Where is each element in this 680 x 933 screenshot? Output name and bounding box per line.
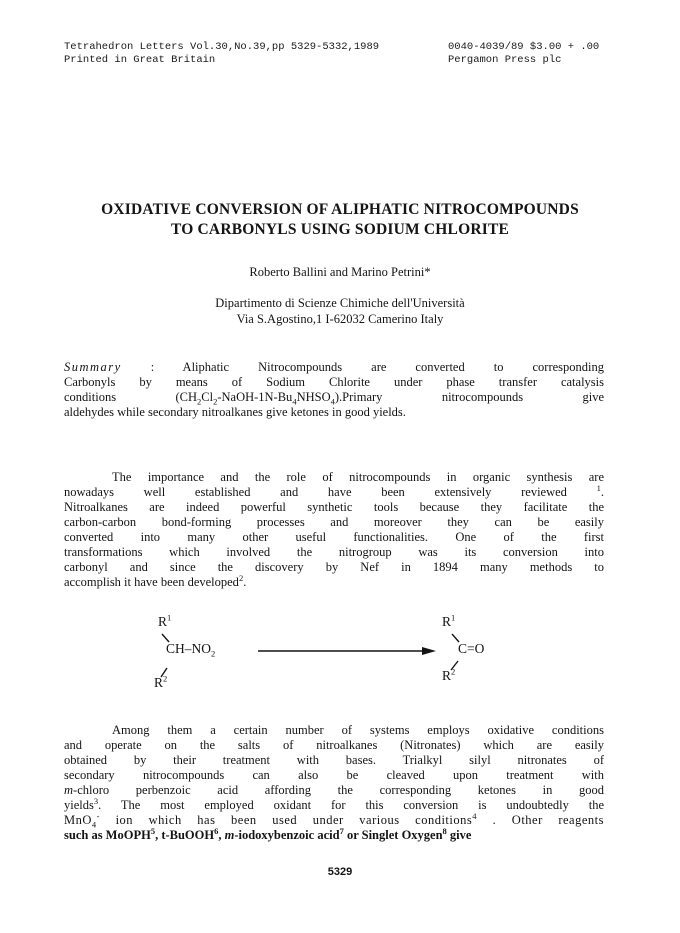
page-number: 5329 <box>327 866 353 878</box>
reference-marker: 4 <box>472 810 477 821</box>
reference-marker: 3 <box>93 795 99 806</box>
methods-paragraph <box>64 723 604 843</box>
summary-line: Carbonyls by means of Sodium Chlorite under phase transfer catalysis <box>64 375 604 389</box>
body-text: nowadays well established and have been extensively reviewed <box>64 485 567 499</box>
body-line: accomplish it have been developed$^2$. <box>64 572 247 589</box>
issn-price: 0040-4039/89 $3.00 + .00 <box>448 41 600 53</box>
summary-line: aldehydes while secondary nitroalkanes give ketones in good yields. <box>64 405 406 419</box>
reference-marker: 8 <box>442 825 447 836</box>
formula-part: -NaOH-1N-Bu <box>217 390 293 404</box>
body-text: , t-BuOOH <box>155 828 215 842</box>
body-text: -iodoxybenzoic acid <box>234 828 340 842</box>
body-line: obtained by their treatment with bases. Trialkyl silyl nitronates of <box>64 753 604 767</box>
affiliation-line-1: Dipartimento di Scienze Chimiche dell'Università <box>215 296 465 310</box>
substituent-r2-right <box>442 668 455 684</box>
atom-label: R <box>158 614 168 629</box>
subscript: 2 <box>197 396 202 407</box>
summary-line <box>64 360 604 375</box>
body-line: converted into many other useful functionalities. One of the first <box>64 530 604 544</box>
body-text: such as MoOPH <box>64 828 151 842</box>
reference-marker: 2 <box>238 572 244 583</box>
formula-part: conditions (CH <box>64 390 198 404</box>
summary-paragraph <box>64 360 604 420</box>
superscript: 2 <box>163 673 168 684</box>
substituent-r2-left <box>154 675 167 691</box>
publisher-name: Pergamon Press plc <box>448 54 562 66</box>
formula-part: Cl <box>201 390 214 404</box>
superscript: 1 <box>167 612 172 623</box>
body-line: and operate on the salts of nitroalkanes (Nitronates) which are easily <box>64 738 604 752</box>
subscript: 4 <box>330 396 335 407</box>
body-line <box>64 783 604 798</box>
body-line: carbon-carbon bond-forming processes and moreover they can be easily <box>64 515 604 529</box>
summary-heading: Summary <box>64 360 122 374</box>
title-line-1: OXIDATIVE CONVERSION OF ALIPHATIC NITROCOMPOUNDS <box>101 201 579 218</box>
body-text: . The most employed oxidant for this conversion is undoubtedly the <box>98 798 604 812</box>
body-text: . Other reagents <box>477 813 604 827</box>
superscript: - <box>96 810 100 821</box>
body-line <box>64 795 604 813</box>
body-line: Among them a certain number of systems employs oxidative conditions <box>112 723 604 737</box>
affiliation <box>40 295 640 327</box>
intro-paragraph <box>64 470 604 590</box>
formula-part: ).Primary nitrocompounds give <box>334 390 604 404</box>
summary-text: : Aliphatic Nitrocompounds are converted to corresponding <box>150 360 605 374</box>
journal-header <box>64 41 379 67</box>
body-text: or Singlet Oxygen <box>343 828 443 842</box>
body-text: , <box>218 828 225 842</box>
formula-part: NHSO <box>296 390 331 404</box>
body-line: carbonyl and since the discovery by Nef in 1894 many methods to <box>64 560 604 574</box>
paper-title <box>40 200 640 240</box>
affiliation-line-2: Via S.Agostino,1 I-62032 Camerino Italy <box>236 312 444 326</box>
reference-marker: 7 <box>339 825 344 836</box>
body-text: give <box>446 828 472 842</box>
atom-label: R <box>154 675 164 690</box>
substituent-r1-left <box>158 614 171 630</box>
superscript: 1 <box>451 612 456 623</box>
reference-marker: 5 <box>150 825 156 836</box>
reference-marker: 6 <box>214 825 219 836</box>
author-list: Roberto Ballini and Marino Petrini* <box>249 265 431 279</box>
subscript: 2 <box>213 396 218 407</box>
formula-part: MnO <box>64 813 92 827</box>
scheme-bonds <box>150 610 570 710</box>
subscript: 4 <box>91 819 97 830</box>
atom-label: R <box>442 614 452 629</box>
atom-label: CH–NO <box>166 641 212 656</box>
arrowhead <box>422 647 436 655</box>
journal-citation: Tetrahedron Letters Vol.30,No.39,pp 5329-5332,1989 <box>64 41 380 53</box>
body-line: The importance and the role of nitrocompounds in organic synthesis are <box>112 470 604 484</box>
printed-in: Printed in Great Britain <box>64 54 216 66</box>
summary-line <box>64 390 604 405</box>
body-line: secondary nitrocompounds can also be cleaved upon treatment with <box>64 768 604 782</box>
product-carbonyl: C=O <box>458 641 485 656</box>
body-line: transformations which involved the nitrogroup was its conversion into <box>64 545 604 559</box>
subscript: 4 <box>292 396 297 407</box>
superscript: 2 <box>451 666 456 677</box>
publisher-header <box>448 41 599 67</box>
title-line-2: TO CARBONYLS USING SODIUM CHLORITE <box>170 221 510 238</box>
body-text: yields <box>64 798 94 812</box>
substituent-r1-right <box>442 614 455 630</box>
reference-marker: 1 <box>596 482 601 493</box>
reactant-group <box>166 641 215 657</box>
body-text: ion which has been used under various conditions <box>100 813 473 827</box>
body-line <box>64 810 604 830</box>
reaction-scheme <box>150 610 570 710</box>
italic-prefix: m <box>64 783 74 797</box>
body-line: Nitroalkanes are indeed powerful synthetic tools because they facilitate the <box>64 500 604 514</box>
subscript: 2 <box>211 648 216 659</box>
body-line: nowadays well established and have been extensively reviewed $^1$. <box>64 482 604 499</box>
body-text: -chloro perbenzoic acid affording the corresponding ketones in good <box>73 783 604 797</box>
italic-prefix: m <box>224 828 235 842</box>
body-line <box>64 825 604 843</box>
body-text: accomplish it have been developed <box>64 575 239 589</box>
atom-label: R <box>442 668 452 683</box>
